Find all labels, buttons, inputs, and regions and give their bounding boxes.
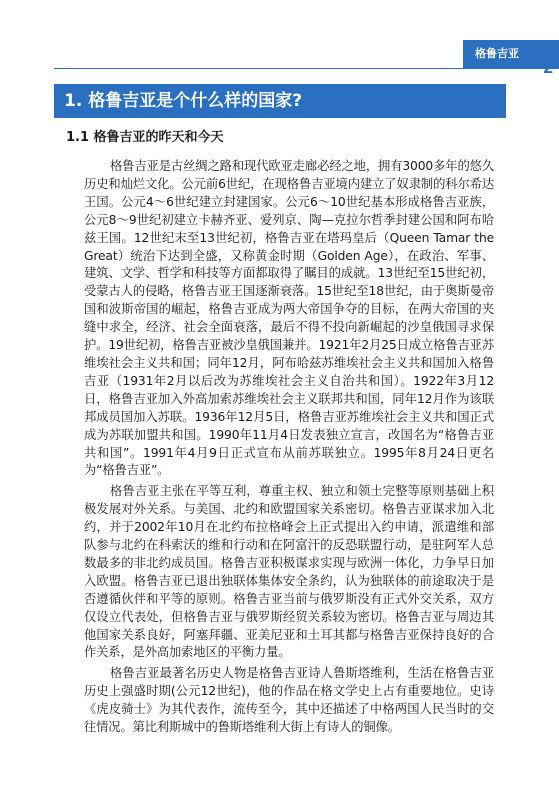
page-number: 2	[543, 58, 553, 77]
subsection-title: 1.1 格鲁吉亚的昨天和今天	[66, 130, 224, 145]
running-header-label: 格鲁吉亚	[475, 47, 519, 60]
header-rule	[54, 68, 559, 69]
paragraph-famous-figure: 格鲁吉亚最著名历史人物是格鲁吉亚诗人鲁斯塔维利，生活在格鲁吉亚历史上强盛时期(公元12世纪)，他的作品在格文学史上占有重要地位。史诗《虎皮骑士》为其代表作，流传至今，其中还描述了中格两国人民当时的交往情况。第比利斯城中的鲁斯塔维利大街上有诗人的铜像。	[84, 666, 494, 735]
section-title: 1. 格鲁吉亚是个什么样的国家?	[64, 91, 303, 111]
paragraph-history: 格鲁吉亚是古丝绸之路和现代欧亚走廊必经之地，拥有3000多年的悠久历史和灿烂文化。公元前6世纪，在现格鲁吉亚境内建立了奴隶制的科尔希达王国。公元4～6世纪建立封建国家。公元6～10世纪基本形成格鲁吉亚族，公元8～9世纪初建立卡赫齐亚、爱列京、陶—克拉尔哲季封建公国和阿布哈兹王国。12世纪末至13世纪初，格鲁吉亚在塔玛皇后（Queen Tamar the Great）统治下达到全盛，又称黄金时期（Golden Age），在政治、军事、建筑、文学、哲学和科技等方面都取得了瞩目的成就。13世纪至15世纪初，受蒙古人的侵略，格鲁吉亚王国逐渐衰落。15世纪至18世纪，由于奥斯曼帝国和波斯帝国的崛起，格鲁吉亚成为两大帝国争夺的目标，在两大帝国的夹缝中求全，经济、社会全面衰落，最后不得不投向新崛起的沙皇俄国寻求保护。19世纪初，格鲁吉亚被沙皇俄国兼并。1921年2月25日成立格鲁吉亚苏维埃社会主义共和国；同年12月，阿布哈兹苏维埃社会主义共和国加入格鲁吉亚（1931年2月以后改为苏维埃社会主义自治共和国）。1922年3月12日，格鲁吉亚加入外高加索苏维埃社会主义联邦共和国，同年12月作为该联邦成员国加入苏联。1936年12月5日，格鲁吉亚苏维埃社会主义共和国正式成为苏联加盟共和国。1990年11月4日发表独立宣言，改国名为“格鲁吉亚共和国”。1991年4月9日正式宣布从前苏联独立。1995年8月24日更名为“格鲁吉亚”。	[84, 159, 494, 478]
section-title-bar	[54, 84, 506, 118]
body-text	[84, 158, 494, 740]
paragraph-foreign-relations: 格鲁吉亚主张在平等互利，尊重主权、独立和领土完整等原则基础上积极发展对外关系。与美国、北约和欧盟国家关系密切。格鲁吉亚谋求加入北约，并于2002年10月在北约布拉格峰会上正式提出入约申请，派遣维和部队参与北约在科索沃的维和行动和在阿富汗的反恐联盟行动，是驻阿军人总数最多的非北约成员国。格鲁吉亚积极谋求实现与欧洲一体化，力争早日加入欧盟。格鲁吉亚已退出独联体集体安全条约，认为独联体的前途取决于是否遵循伙伴和平等的原则。格鲁吉亚当前与俄罗斯没有正式外交关系，双方仅设立代表处，但格鲁吉亚与俄罗斯经贸关系较为密切。格鲁吉亚与周边其他国家关系良好，阿塞拜疆、亚美尼亚和土耳其都与格鲁吉亚保持良好的合作关系，是外高加索地区的平衡力量。	[84, 484, 494, 660]
